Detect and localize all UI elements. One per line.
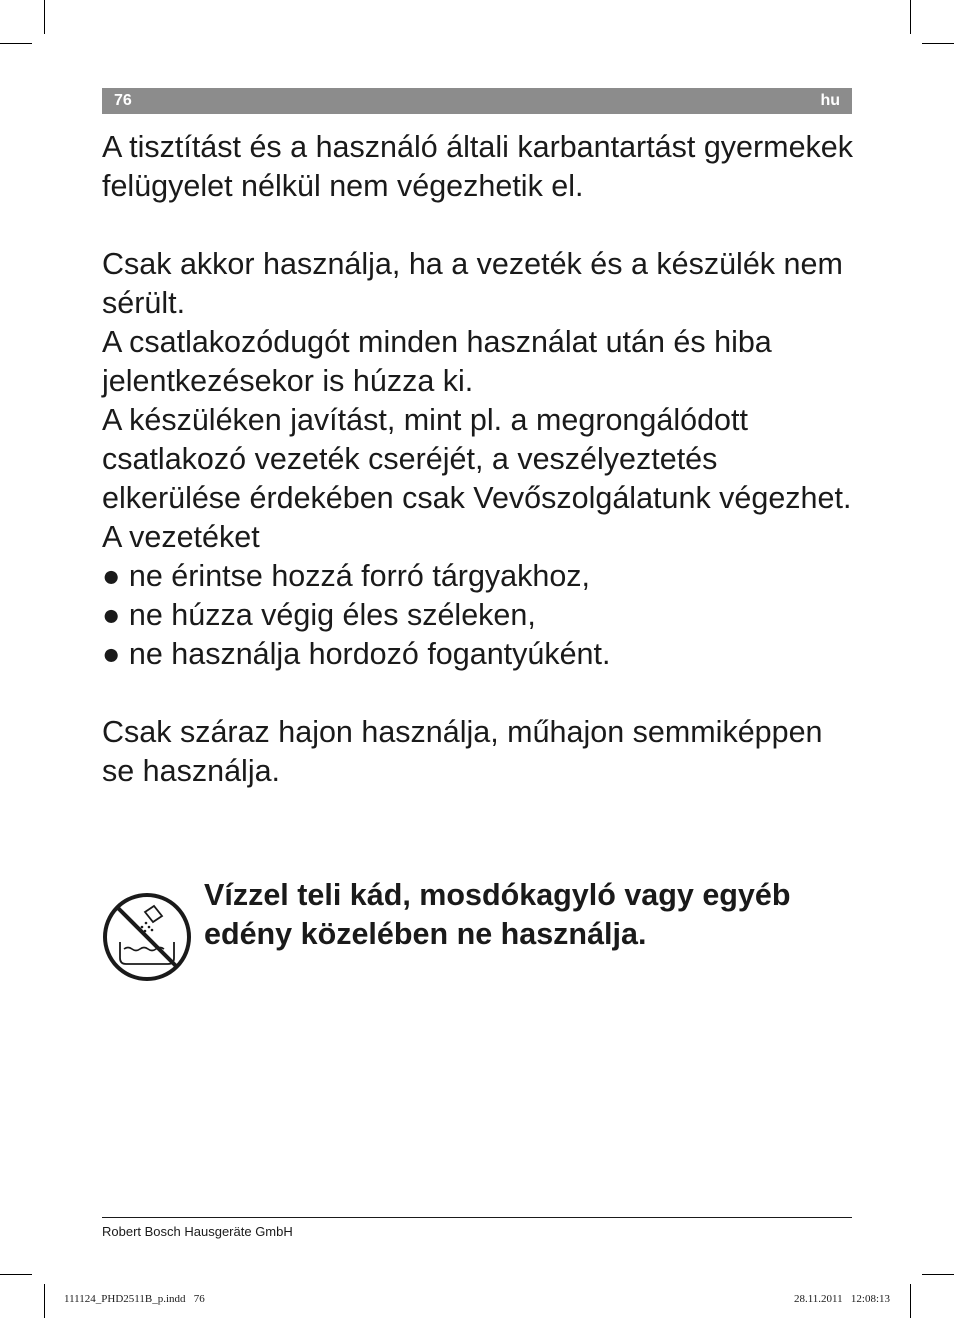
crop-mark — [910, 0, 911, 34]
crop-mark — [922, 1274, 954, 1275]
paragraph-dry-hair: Csak száraz hajon használja, műhajon semmiképpen se használja. — [102, 715, 823, 788]
language-code: hu — [820, 92, 840, 109]
list-item: ● ne használja hordozó fogantyúként. — [102, 637, 611, 671]
cable-bullet-list — [102, 557, 854, 674]
paragraph-cleaning: A tisztítást és a használó általi karbantartást gyermekek felügyelet nélkül nem végezhetik el. — [102, 130, 854, 203]
paragraph-damage: Csak akkor használja, ha a vezeték és a készülék nem sérült. — [102, 247, 843, 320]
cable-intro: A vezetéket — [102, 520, 260, 554]
spacer — [102, 206, 854, 245]
no-water-bath-icon — [102, 892, 192, 982]
crop-mark — [44, 1284, 45, 1318]
print-slug-file: 111124_PHD2511B_p.indd 76 — [64, 1293, 205, 1305]
list-item: ● ne érintse hozzá forró tárgyakhoz, — [102, 559, 591, 593]
warning-text: Vízzel teli kád, mosdókagyló vagy egyéb edény közelében ne használja. — [204, 878, 791, 951]
company-name: Robert Bosch Hausgeräte GmbH — [102, 1224, 293, 1239]
crop-mark — [0, 43, 32, 44]
crop-mark — [922, 43, 954, 44]
page-number: 76 — [114, 92, 132, 109]
paragraph-repair: A készüléken javítást, mint pl. a megrongálódott csatlakozó vezeték cseréjét, a veszélyeztetés elkerülése érdekében csak Vevőszolgálatunk végezhet. — [102, 403, 852, 515]
print-slug-date: 28.11.2011 12:08:13 — [793, 1293, 890, 1305]
spacer — [102, 674, 854, 713]
crop-mark — [910, 1284, 911, 1318]
paragraph-plug: A csatlakozódugót minden használat után és hiba jelentkezésekor is húzza ki. — [102, 325, 772, 398]
list-item: ● ne húzza végig éles széleken, — [102, 598, 536, 632]
warning-block — [102, 876, 854, 986]
footer-divider — [102, 1217, 852, 1218]
header-bar — [102, 88, 852, 114]
main-content — [102, 128, 854, 791]
crop-mark — [0, 1274, 32, 1275]
crop-mark — [44, 0, 45, 34]
